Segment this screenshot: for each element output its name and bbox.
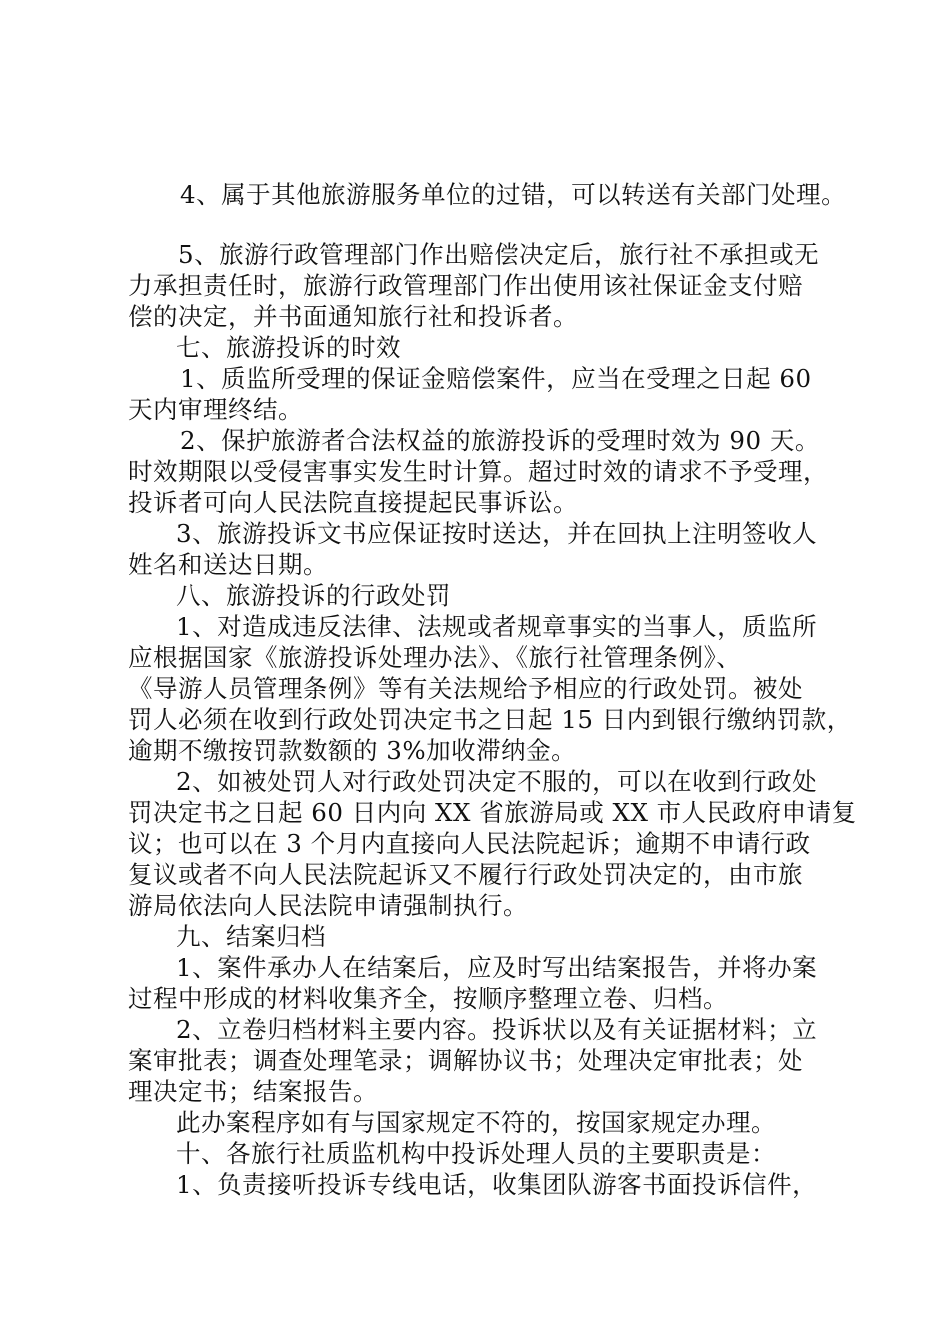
paragraph-line: 复议或者不向人民法院起诉又不履行行政处罚决定的，由市旅 <box>128 860 803 889</box>
paragraph-line: 1、对造成违反法律、法规或者规章事实的当事人，质监所 <box>176 612 818 641</box>
paragraph-line: 1、负责接听投诉专线电话，收集团队游客书面投诉信件， <box>176 1170 818 1199</box>
paragraph-line: 议；也可以在 3 个月内直接向人民法院起诉；逾期不申请行政 <box>128 829 811 858</box>
paragraph-line: 此办案程序如有与国家规定不符的，按国家规定办理。 <box>176 1108 776 1137</box>
paragraph-line: 2、如被处罚人对行政处罚决定不服的，可以在收到行政处 <box>176 767 818 796</box>
section-heading: 八、旅游投诉的行政处罚 <box>176 581 451 610</box>
paragraph-line: 罚决定书之日起 60 日内向 XX 省旅游局或 XX 市人民政府申请复 <box>128 798 857 827</box>
paragraph-line: 1、质监所受理的保证金赔偿案件，应当在受理之日起 60 <box>180 364 812 393</box>
paragraph-line: 5、旅游行政管理部门作出赔偿决定后，旅行社不承担或无 <box>178 240 820 269</box>
paragraph-line: 时效期限以受侵害事实发生时计算。超过时效的请求不予受理， <box>128 457 828 486</box>
paragraph-line: 3、旅游投诉文书应保证按时送达，并在回执上注明签收人 <box>176 519 818 548</box>
paragraph-line: 理决定书；结案报告。 <box>128 1077 378 1106</box>
paragraph-line: 逾期不缴按罚款数额的 3%加收滞纳金。 <box>128 736 577 765</box>
section-heading: 七、旅游投诉的时效 <box>176 333 401 362</box>
paragraph-line: 力承担责任时，旅游行政管理部门作出使用该社保证金支付赔 <box>128 271 803 300</box>
paragraph-line: 案审批表；调查处理笔录；调解协议书；处理决定审批表；处 <box>128 1046 803 1075</box>
paragraph-line: 4、属于其他旅游服务单位的过错，可以转送有关部门处理。 <box>180 180 847 209</box>
paragraph-line: 《导游人员管理条例》等有关法规给予相应的行政处罚。被处 <box>128 674 803 703</box>
paragraph-line: 过程中形成的材料收集齐全，按顺序整理立卷、归档。 <box>128 984 728 1013</box>
section-heading: 九、结案归档 <box>176 922 326 951</box>
paragraph-line: 游局依法向人民法院申请强制执行。 <box>128 891 528 920</box>
paragraph-line: 应根据国家《旅游投诉处理办法》、《旅行社管理条例》、 <box>128 643 742 672</box>
paragraph-line: 投诉者可向人民法院直接提起民事诉讼。 <box>128 488 578 517</box>
paragraph-line: 2、保护旅游者合法权益的旅游投诉的受理时效为 90 天。 <box>180 426 820 455</box>
section-heading: 十、各旅行社质监机构中投诉处理人员的主要职责是： <box>176 1139 776 1168</box>
paragraph-line: 罚人必须在收到行政处罚决定书之日起 15 日内到银行缴纳罚款， <box>128 705 852 734</box>
paragraph-line: 偿的决定，并书面通知旅行社和投诉者。 <box>128 302 578 331</box>
paragraph-line: 天内审理终结。 <box>128 395 303 424</box>
paragraph-line: 2、立卷归档材料主要内容。投诉状以及有关证据材料；立 <box>176 1015 818 1044</box>
paragraph-line: 1、案件承办人在结案后，应及时写出结案报告，并将办案 <box>176 953 818 982</box>
paragraph-line: 姓名和送达日期。 <box>128 550 328 579</box>
